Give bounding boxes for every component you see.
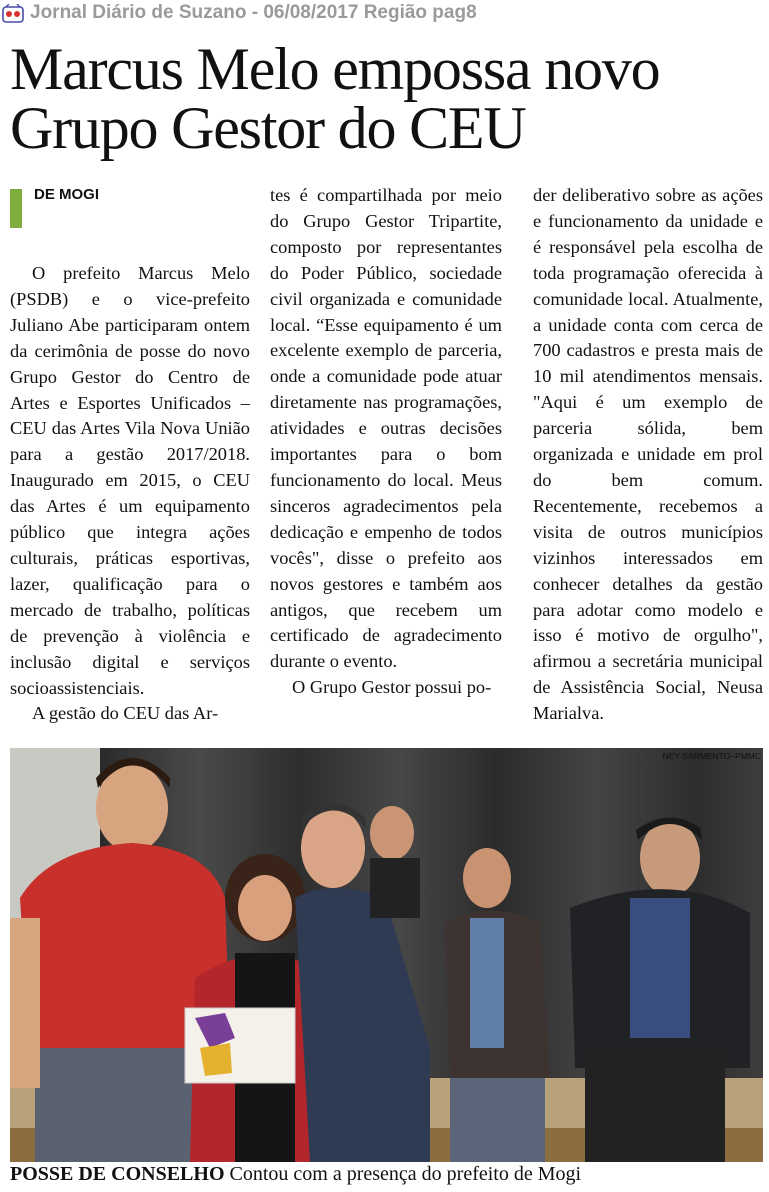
photo-caption [10,1163,762,1186]
paragraph-1: O prefeito Marcus Melo (PSDB) e o vice-prefeito Juliano Abe participaram ontem da cerimônia de posse do novo Grupo Gestor do Centro de Artes e Esportes Unificados – CEU das Artes Vila Nova União para a gestão 2017/2018. Inaugurado em 2015, o CEU das Artes é um equipamento público que integra ações culturais, práticas esportivas, lazer, qualificação para o mercado de trabalho, políticas de prevenção à violência e inclusão digital e serviços socioassistenciais. [10,263,250,698]
certificate [185,1008,295,1083]
section-tag: DE MOGI [34,186,100,203]
source-header [0,0,769,30]
article-column-3 [533,183,763,727]
article-photo [10,748,763,1162]
photo-credit: NEY SARMENTO–PMMC [662,751,761,761]
newspaper-logo-icon [2,4,24,24]
caption-title: POSSE DE CONSELHO [10,1163,225,1185]
caption-text: Contou com a presença do prefeito de Mogi [229,1163,582,1185]
paragraph-3-start: O Grupo Gestor possui po- [292,677,492,698]
article-column-2 [270,183,502,701]
article-column-1 [10,261,250,727]
section-marker [10,189,22,228]
headline: Marcus Melo empossa novo Grupo Gestor do CEU [10,36,660,161]
source-line: Jornal Diário de Suzano - 06/08/2017 Região pag8 [30,2,477,23]
paragraph-2-continued: tes é compartilhada por meio do Grupo Gestor Tripartite, composto por representantes do Poder Público, sociedade civil organizada e comunidade local. “Esse equipamento é um excelente exemplo de parceria, onde a comunidade pode atuar diretamente nas programações, atividades e outras decisões importantes para o bom funcionamento do local. Meus sinceros agradecimentos pela dedicação e empenho de todos vocês", disse o prefeito aos novos gestores e também aos antigos, que recebem um certificado de agradecimento durante o evento. [270,185,502,672]
paragraph-3-continued: der deliberativo sobre as ações e funcionamento da unidade e é responsável pela escolha de toda programação oferecida à comunidade local. Atualmente, a unidade conta com cerca de 700 cadastros e presta mais de 10 mil atendimentos mensais. "Aqui é um exemplo de parceria sólida, bem organizada e unidade em prol do bem comum. Recentemente, recebemos a visita de outros municípios vizinhos interessados em conhecer detalhes da gestão para adotar como modelo e isso é motivo de orgulho", afirmou a secretária municipal de Assistência Social, Neusa Marialva. [533,185,763,724]
paragraph-2-start: A gestão do CEU das Ar- [32,703,219,724]
